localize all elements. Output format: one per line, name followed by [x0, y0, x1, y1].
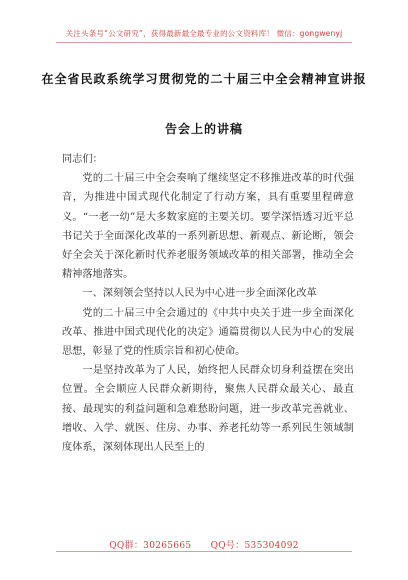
footer-divider: [56, 551, 352, 552]
footer-qq-group: QQ群：30265665: [109, 541, 192, 551]
paragraph: 党的二十届三中全会通过的《中共中央关于进一步全面深化改革、推进中国式现代化的决定》通篇贯彻以人民为中心的发展思想，彰显了党的性质宗旨和初心使命。: [62, 307, 354, 358]
footer-contact: [0, 538, 408, 551]
section-heading: 一、深刻领会坚持以人民为中心进一步全面深化改革: [82, 288, 317, 300]
paragraph: 一是坚持改革为了人民，始终把人民群众切身利益摆在突出位置。全会顺应人民群众新期待，聚焦人民群众最关心、最直接、最现实的利益问题和急难愁盼问题，进一步改革完善就业、增收、入学、就医、住房、办事、养老托幼等一系列民生领域制度体系，深刻体现出人民至上的: [62, 365, 354, 454]
header-note: 关注头条号“公文研究”，获得最新最全最专业的公文资料库！ 微信：gongwenyj: [65, 29, 343, 38]
document-title-line-1: 在全省民政系统学习贯彻党的二十届三中全会精神宣讲报: [41, 72, 367, 86]
document-title-line-2: 告会上的讲稿: [164, 122, 243, 136]
salutation: 同志们：: [62, 154, 103, 165]
footer-qq-number: QQ号：535304092: [210, 541, 299, 551]
header-divider: [56, 42, 352, 43]
paragraph: 党的二十届三中全会奏响了继续坚定不移推进改革的时代强音，为推进中国式现代化制定了行动方案，具有重要里程碑意义。“一老一幼”是大多数家庭的主要关切。要学深悟透习近平总书记关于全面深化改革的一系列新思想、新观点、新论断，领会好全会关于深化新时代养老服务领域改革的相关部署，推动全会精神落地落实。: [62, 173, 354, 281]
body-text: [62, 150, 354, 457]
